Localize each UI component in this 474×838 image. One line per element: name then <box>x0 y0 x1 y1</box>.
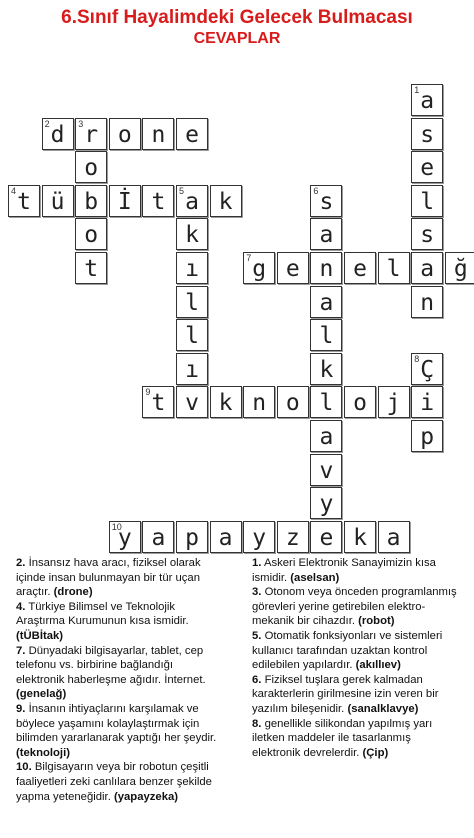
clue-item <box>16 556 224 600</box>
cell-letter: o <box>84 222 99 249</box>
cell-letter: j <box>386 390 401 417</box>
grid-cell <box>344 252 376 284</box>
cell-letter: n <box>151 121 166 148</box>
grid-cell <box>277 521 309 553</box>
cell-letter: o <box>285 390 300 417</box>
cell-letter: n <box>252 390 267 417</box>
grid-cell <box>445 252 474 284</box>
clue-number: 1 <box>414 85 420 95</box>
cell-letter: a <box>151 524 166 551</box>
cell-letter: k <box>218 188 233 215</box>
clue-item-text: Otonom veya önceden programlanmış görevleri yerine getirebilen elektro-mekanik bir cihazdır. <box>252 586 457 628</box>
clue-item <box>252 556 462 585</box>
clue-item-number: 3. <box>252 586 262 599</box>
grid-cell <box>176 386 208 418</box>
clue-item-number: 4. <box>16 600 26 613</box>
cell-letter: n <box>319 256 334 282</box>
grid-cell <box>142 185 174 217</box>
cell-letter: ğ <box>453 256 468 282</box>
clue-item-answer: (sanalklavye) <box>347 702 419 715</box>
cell-letter: s <box>319 188 334 215</box>
grid-cell <box>109 521 141 553</box>
grid-cell <box>176 319 208 351</box>
clue-item-answer: (aselsan) <box>290 571 340 584</box>
cell-letter: s <box>420 121 435 148</box>
grid-cell <box>243 252 275 284</box>
grid-cell <box>243 386 275 418</box>
clue-item <box>16 702 224 760</box>
cell-letter: a <box>319 222 334 249</box>
clue-item-answer: (teknoloji) <box>16 746 70 759</box>
cell-letter: l <box>319 323 334 350</box>
cell-letter: t <box>151 390 166 417</box>
grid-cell <box>142 386 174 418</box>
grid-cell <box>411 420 443 452</box>
clue-item-answer: (Çip) <box>362 746 389 759</box>
clue-item-answer: (drone) <box>53 586 93 599</box>
grid-cell <box>310 521 342 553</box>
cell-letter: e <box>353 256 367 282</box>
grid-cell <box>344 521 376 553</box>
grid-cell <box>344 386 376 418</box>
cell-letter: e <box>319 524 334 551</box>
clues-right-column <box>252 556 462 760</box>
clue-item <box>16 644 224 702</box>
clue-item-number: 5. <box>252 629 262 642</box>
cell-letter: ü <box>50 188 65 215</box>
cell-letter: Ç <box>420 356 435 383</box>
clue-item-number: 1. <box>252 557 262 569</box>
grid-cell <box>378 252 410 284</box>
cell-letter: z <box>285 524 300 551</box>
grid-cell <box>411 118 443 150</box>
grid-cell <box>210 521 242 553</box>
grid-cell <box>210 386 242 418</box>
cell-letter: ı <box>185 256 199 282</box>
grid-cell <box>75 252 107 284</box>
cell-letter: a <box>386 524 401 551</box>
cell-letter: e <box>420 155 435 182</box>
grid-cell <box>176 252 208 284</box>
clue-item-text: Bilgisayarın veya bir robotun çeşitli faaliyetleri zeki canlılara benzer şekilde yapma yeteneğidir. <box>16 761 212 803</box>
clue-number: 4 <box>11 185 17 196</box>
clue-item-text: Askeri Elektronik Sanayimizin kısa ismidir. <box>252 557 436 584</box>
grid-cell <box>75 185 107 217</box>
cell-letter: l <box>319 390 334 417</box>
cell-letter: v <box>319 457 334 484</box>
clue-number: 8 <box>414 353 420 364</box>
clue-item-number: 7. <box>16 644 26 657</box>
clue-number: 9 <box>145 387 151 398</box>
grid-cell <box>310 185 342 217</box>
grid-cell <box>75 151 107 183</box>
clue-item <box>252 629 462 673</box>
clue-item-answer: (robot) <box>358 615 395 628</box>
cell-letter: l <box>185 323 199 350</box>
grid-cell <box>310 454 342 486</box>
clue-item-text: İnsansız hava aracı, fiziksel olarak içinde insan bulunmayan bir tür uçan araçtır. <box>16 557 201 599</box>
grid-cell <box>142 521 174 553</box>
clue-item-text: genellikle silikondan yapılmış yarı iletken maddeler ile tasarlanmış elektronik devrelerdir. <box>252 717 433 759</box>
cell-letter: v <box>185 390 199 417</box>
clue-item <box>252 673 462 717</box>
grid-cell <box>176 185 208 217</box>
cell-letter: y <box>319 491 334 518</box>
cell-letter: b <box>84 188 99 215</box>
cell-letter: o <box>84 155 99 182</box>
clue-item-text: Dünyadaki bilgisayarlar, tablet, cep telefonu vs. birbirine bağlandığı elektronik haberleşme ağıdır. İnternet. <box>16 644 206 686</box>
grid-cell <box>8 185 40 217</box>
clue-number: 7 <box>246 253 252 263</box>
grid-cell <box>75 218 107 250</box>
clue-item-text: Türkiye Bilimsel ve Teknolojik Araştırma Kurumunun kısa ismidir. <box>16 600 189 628</box>
cell-letter: o <box>353 390 367 417</box>
grid-cell <box>378 386 410 418</box>
grid-cell <box>411 286 443 318</box>
cell-letter: s <box>420 222 435 249</box>
grid-cell <box>411 252 443 284</box>
cell-letter: p <box>420 424 435 450</box>
cell-letter: t <box>151 188 166 215</box>
clue-item <box>252 585 462 629</box>
grid-cell <box>411 185 443 217</box>
cell-letter: o <box>117 121 132 148</box>
clue-number: 3 <box>78 118 84 129</box>
cell-letter: r <box>84 121 99 148</box>
cell-letter: ı <box>185 356 199 383</box>
grid-cell <box>310 386 342 418</box>
grid-cell <box>310 353 342 385</box>
grid-cell <box>176 521 208 553</box>
cell-letter: a <box>185 188 199 215</box>
grid-cell <box>109 185 141 217</box>
grid-cell <box>310 420 342 452</box>
cell-letter: k <box>319 356 334 383</box>
cell-letter: k <box>185 222 199 249</box>
grid-cell <box>310 286 342 318</box>
cell-letter: k <box>353 524 367 551</box>
clue-item-answer: (genelağ) <box>16 688 67 701</box>
cell-letter: k <box>218 390 233 417</box>
cell-letter: e <box>185 121 199 148</box>
grid-cell <box>142 118 174 150</box>
grid-cell <box>411 386 443 418</box>
grid-cell <box>243 521 275 553</box>
cell-letter: a <box>420 256 435 282</box>
cell-letter: l <box>185 289 199 316</box>
grid-cell <box>310 218 342 250</box>
cell-letter: i <box>420 390 435 417</box>
cell-letter: a <box>319 424 334 450</box>
clue-item-number: 6. <box>252 673 262 686</box>
clue-number: 6 <box>313 185 319 196</box>
clue-item-text: Otomatik fonksiyonları ve sistemleri kullanıcı tarafından uzaktan kontrol edilebilen yapılardır. <box>252 629 443 672</box>
clue-item-answer: (akıllıev) <box>355 659 401 672</box>
grid-cell <box>310 252 342 284</box>
clue-item-answer: (tÜBİtak) <box>16 629 64 642</box>
clue-item-answer: (yapayzeka) <box>113 790 179 803</box>
grid-cell <box>411 151 443 183</box>
cell-letter: a <box>420 88 435 114</box>
cell-letter: g <box>252 256 267 282</box>
grid-cell <box>411 218 443 250</box>
grid-cell <box>42 118 74 150</box>
cell-letter: İ <box>117 188 132 215</box>
cell-letter: y <box>117 524 132 551</box>
cell-letter: t <box>17 188 31 215</box>
cell-letter: e <box>285 256 300 282</box>
clue-number: 5 <box>179 185 185 196</box>
cell-letter: l <box>386 256 401 282</box>
clue-number: 10 <box>111 521 122 532</box>
puzzle-title: 6.Sınıf Hayalimdeki Gelecek Bulmacası <box>61 7 413 28</box>
clue-item <box>16 600 224 644</box>
puzzle-subtitle: CEVAPLAR <box>193 30 281 47</box>
grid-cell <box>378 521 410 553</box>
clue-item <box>16 760 224 804</box>
grid-cell <box>411 353 443 385</box>
cell-letter: a <box>218 524 233 551</box>
cell-letter: y <box>252 524 267 551</box>
grid-cell <box>176 118 208 150</box>
cell-letter: d <box>50 121 65 148</box>
clue-item <box>252 717 462 761</box>
grid-cell <box>210 185 242 217</box>
grid-cell <box>277 386 309 418</box>
grid-cell <box>310 319 342 351</box>
grid-cell <box>176 218 208 250</box>
clue-item-number: 10. <box>16 761 32 774</box>
clue-item-number: 9. <box>16 702 26 715</box>
grid-cell <box>176 286 208 318</box>
clue-item-text: Fiziksel tuşlara gerek kalmadan karakterlerin girilmesine izin veren bir yazılım bileşenidir. <box>252 673 439 715</box>
grid-cell <box>109 118 141 150</box>
grid-cell <box>75 118 107 150</box>
clue-item-text: İnsanın ihtiyaçlarını karşılamak ve böylece yaşamını kolaylaştırmak için bilimden yararlanarak yaptığı her şeydir. <box>16 702 217 745</box>
cell-letter: t <box>84 256 99 282</box>
cell-letter: l <box>420 188 435 215</box>
clue-item-number: 2. <box>16 557 26 569</box>
grid-cell <box>42 185 74 217</box>
cell-letter: p <box>185 524 199 551</box>
clue-number: 2 <box>44 118 50 129</box>
grid-cell <box>176 353 208 385</box>
cell-letter: n <box>420 289 435 316</box>
grid-cell <box>277 252 309 284</box>
grid-cell <box>411 84 443 116</box>
clue-item-number: 8. <box>252 717 262 730</box>
grid-cell <box>310 487 342 519</box>
cell-letter: a <box>319 289 334 316</box>
clues-left-column <box>16 556 224 804</box>
